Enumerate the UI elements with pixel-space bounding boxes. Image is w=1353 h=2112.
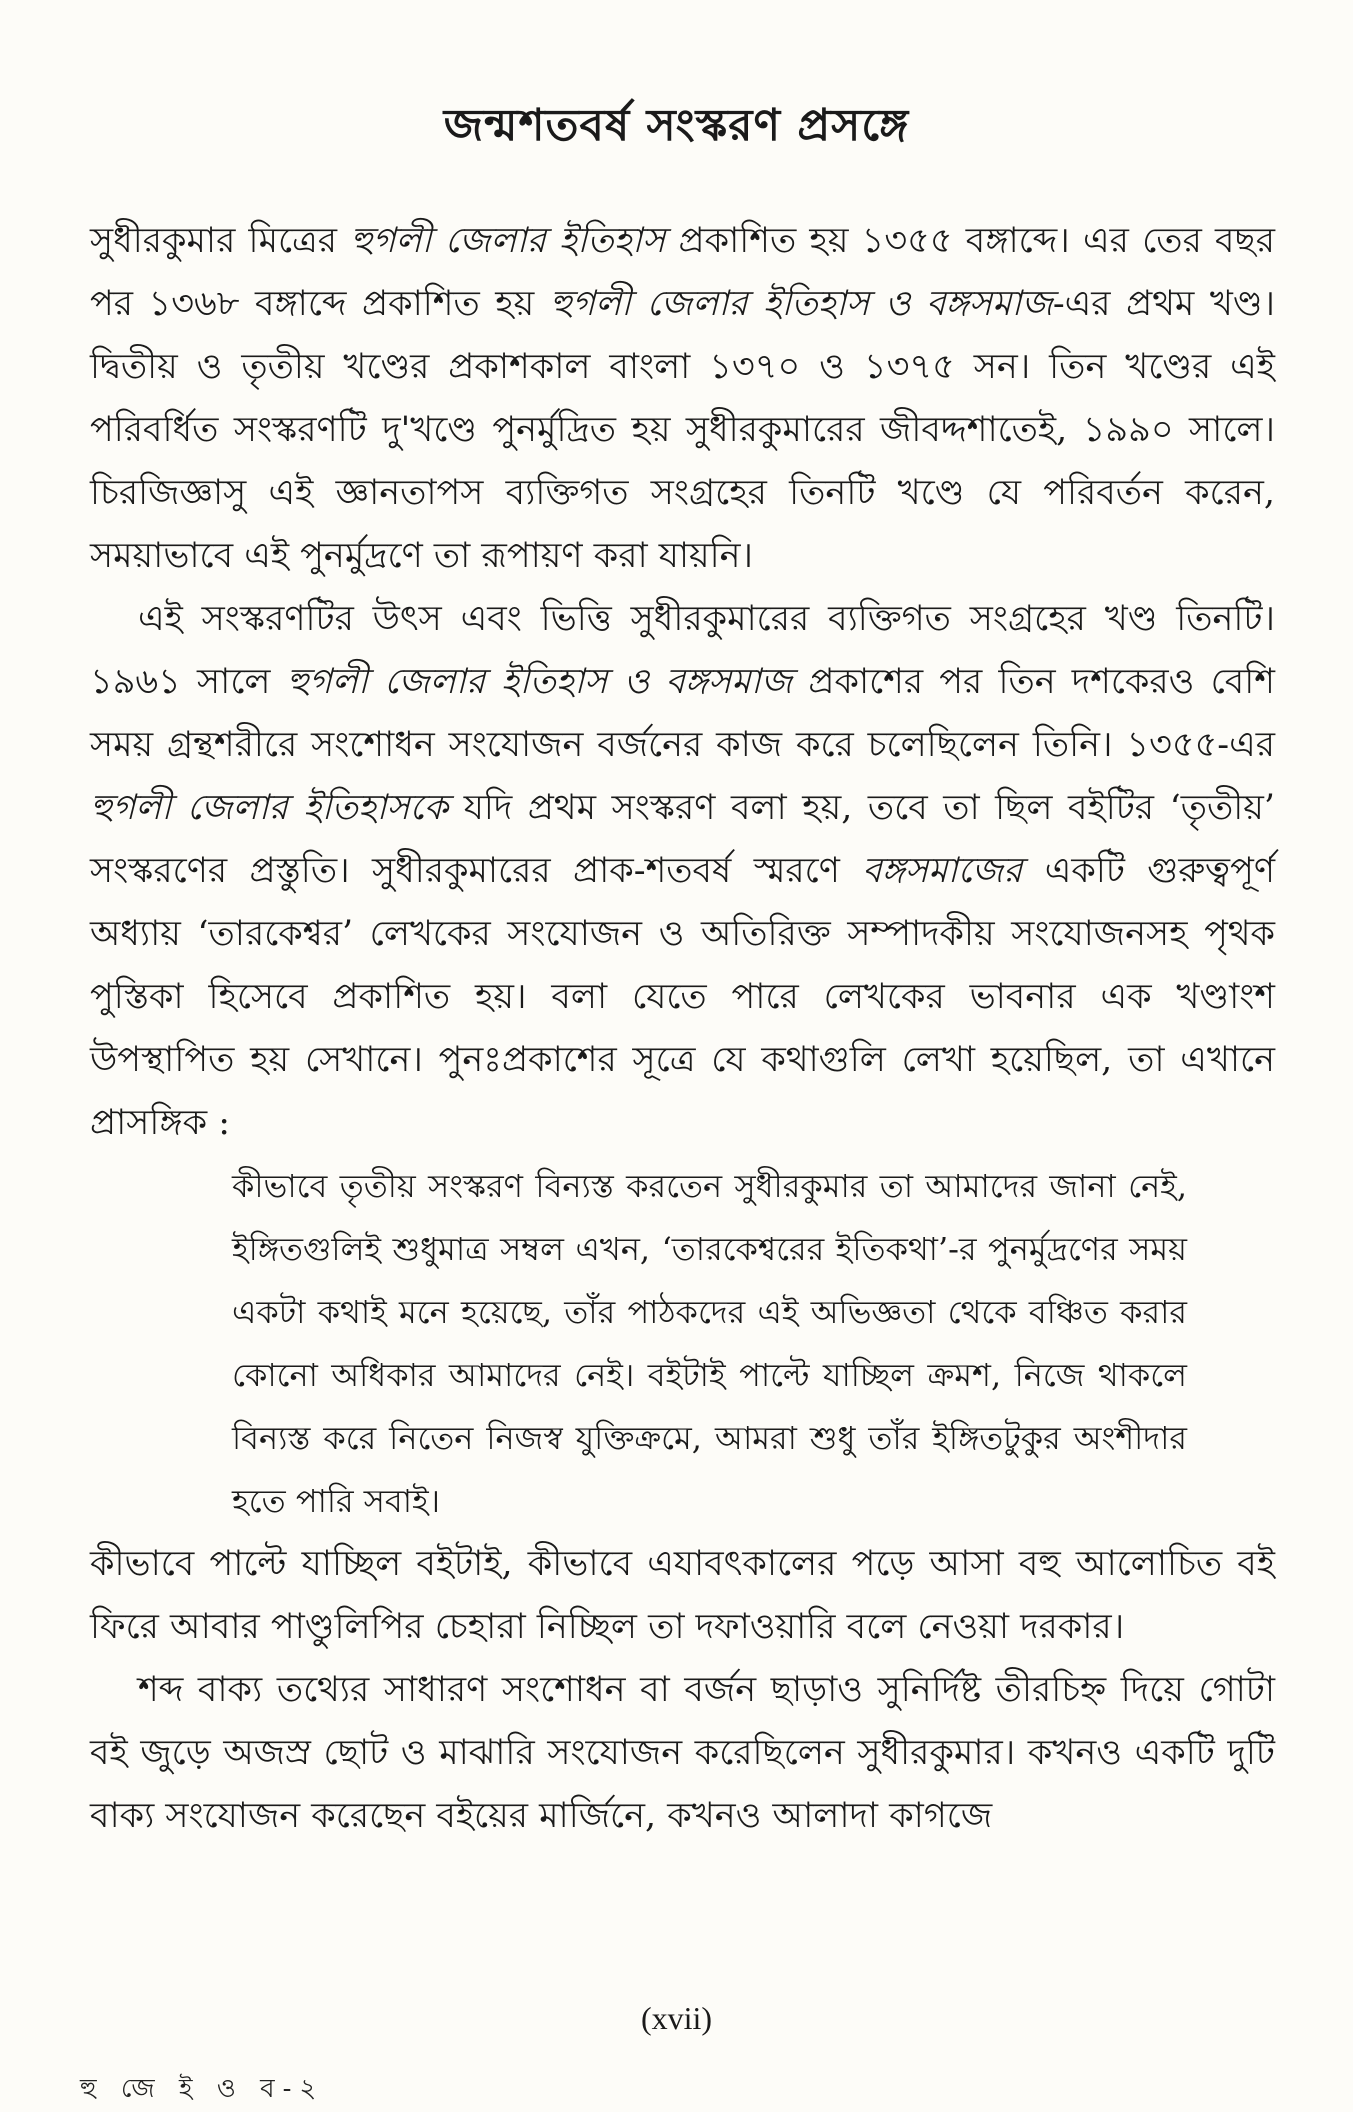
paragraph-1-text-1: সুধীরকুমার মিত্রের: [90, 221, 351, 261]
book-title-hooghly-history-ke: হুগলী জেলার ইতিহাসকে: [90, 788, 449, 828]
body-text: [90, 210, 1275, 1848]
paragraph-2-text-2: প্রকাশের পর তিন দশকেরও বেশি সময় গ্রন্থশরীরে সংশোধন সংযোজন বর্জনের কাজ করে চলেছিলেন তিনি। ১৩৫৫-এর: [90, 662, 1275, 765]
block-quote: কীভাবে তৃতীয় সংস্করণ বিন্যস্ত করতেন সুধীরকুমার তা আমাদের জানা নেই, ইঙ্গিতগুলিই শুধুমাত্র সম্বল এখন, ‘তারকেশ্বরের ইতিকথা’-র পুনর্মুদ্রণের সময় একটা কথাই মনে হয়েছে, তাঁর পাঠকদের এই অভিজ্ঞতা থেকে বঞ্চিত করার কোনো অধিকার আমাদের নেই। বইটাই পাল্টে যাচ্ছিল ক্রমশ, নিজে থাকলে বিন্যস্ত করে নিতেন নিজস্ব যুক্তিক্রমে, আমরা শুধু তাঁর ইঙ্গিতটুকুর অংশীদার হতে পারি সবাই।: [232, 1167, 1187, 1520]
book-title-hooghly-history-bangasamaj: হুগলী জেলার ইতিহাস ও বঙ্গসমাজ: [549, 284, 1053, 324]
page-title: জন্মশতবর্ষ সংস্করণ প্রসঙ্গে: [443, 100, 910, 151]
paragraph-2-text-1: এই সংস্করণটির উৎস এবং ভিত্তি সুধীরকুমারের ব্যক্তিগত সংগ্রহের খণ্ড তিনটি। ১৯৬১ সালে: [90, 599, 1275, 702]
printer-signature-mark: হু জে ই ও ব-২: [80, 2074, 325, 2104]
paragraph-1-text-3: -এর প্রথম খণ্ড। দ্বিতীয় ও তৃতীয় খণ্ডের প্রকাশকাল বাংলা ১৩৭০ ও ১৩৭৫ সন। তিন খণ্ডের এই পরিবর্ধিত সংস্করণটি দু'খণ্ডে পুনর্মুদ্রিত হয় সুধীরকুমারের জীবদ্দশাতেই, ১৯৯০ সালে। চিরজিজ্ঞাসু এই জ্ঞানতাপস ব্যক্তিগত সংগ্রহের তিনটি খণ্ডে যে পরিবর্তন করেন, সময়াভাবে এই পুনর্মুদ্রণে তা রূপায়ণ করা যায়নি।: [90, 284, 1276, 576]
paragraph-2: [90, 588, 1275, 1155]
paragraph-4: শব্দ বাক্য তথ্যের সাধারণ সংশোধন বা বর্জন ছাড়াও সুনির্দিষ্ট তীরচিহ্ন দিয়ে গোটা বই জুড়ে অজস্র ছোট ও মাঝারি সংযোজন করেছিলেন সুধীরকুমার। কখনও একটি দুটি বাক্য সংযোজন করেছেন বইয়ের মার্জিনে, কখনও আলাদা কাগজে: [90, 1670, 1275, 1836]
page-number: (xvii): [640, 2000, 713, 2036]
book-title-bangasamajer: বঙ্গসমাজের: [862, 851, 1023, 891]
book-title-hooghly-history-bangasamaj-2: হুগলী জেলার ইতিহাস ও বঙ্গসমাজ: [286, 662, 793, 702]
paragraph-2-text-3: যদি প্রথম সংস্করণ বলা হয়, তবে তা ছিল বইটির ‘তৃতীয়’ সংস্করণের প্রস্তুতি। সুধীরকুমারের প্রাক-শতবর্ষ স্মরণে: [90, 788, 1275, 891]
paragraph-2-text-4: একটি গুরুত্বপূর্ণ অধ্যায় ‘তারকেশ্বর’ লেখকের সংযোজন ও অতিরিক্ত সম্পাদকীয় সংযোজনসহ পৃথক পুস্তিকা হিসেবে প্রকাশিত হয়। বলা যেতে পারে লেখকের ভাবনার এক খণ্ডাংশ উপস্থাপিত হয় সেখানে। পুনঃপ্রকাশের সূত্রে যে কথাগুলি লেখা হয়েছিল, তা এখানে প্রাসঙ্গিক :: [90, 851, 1275, 1143]
paragraph-1-text-2: প্রকাশিত হয় ১৩৫৫ বঙ্গাব্দে। এর তের বছর পর ১৩৬৮ বঙ্গাব্দে প্রকাশিত হয়: [90, 221, 1275, 324]
paragraph-3: কীভাবে পাল্টে যাচ্ছিল বইটাই, কীভাবে এযাবৎকালের পড়ে আসা বহু আলোচিত বই ফিরে আবার পাণ্ডুলিপির চেহারা নিচ্ছিল তা দফাওয়ারি বলে নেওয়া দরকার।: [90, 1544, 1275, 1647]
book-title-hooghly-history: হুগলী জেলার ইতিহাস: [350, 221, 666, 261]
paragraph-1: [90, 210, 1275, 588]
